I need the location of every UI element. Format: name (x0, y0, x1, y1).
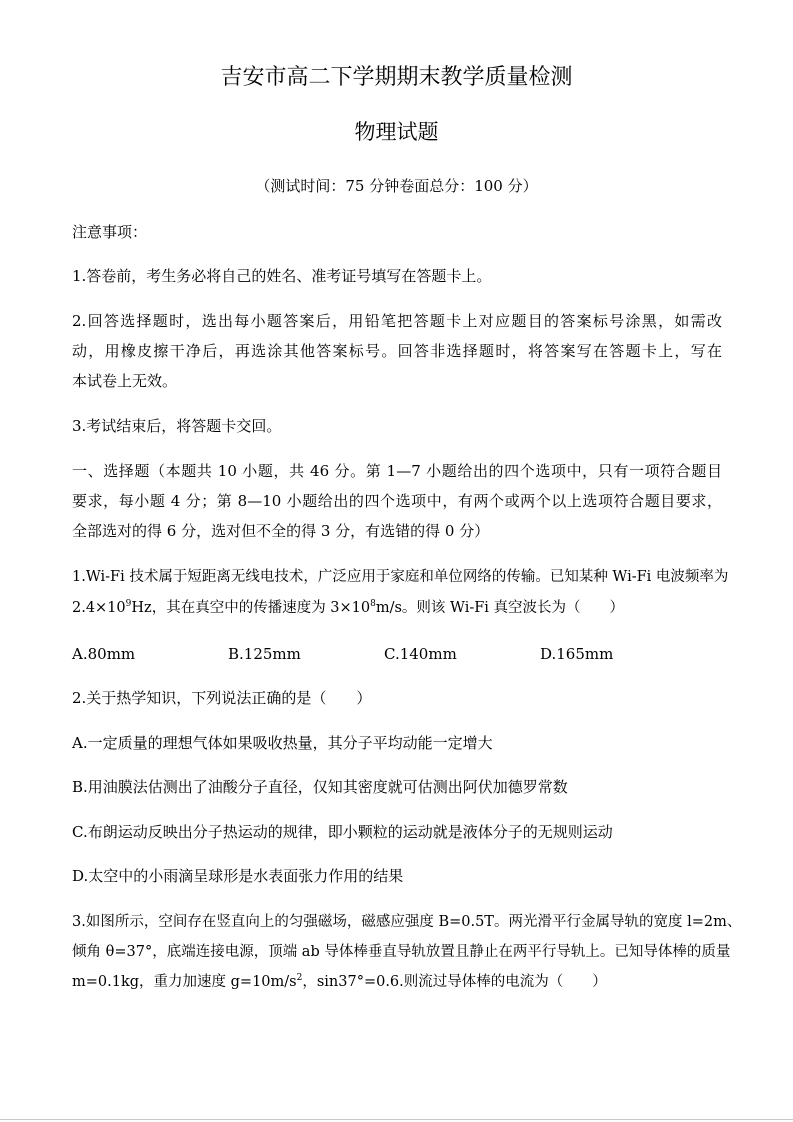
exam-info: （测试时间：75 分钟卷面总分：100 分） (255, 177, 538, 195)
section-1-line-1: 一、选择题（本题共 10 小题，共 46 分。第 1—7 小题给出的四个选项中，只有一项符合题目 (72, 462, 722, 480)
exam-title: 吉安市高二下学期期末教学质量检测 (220, 65, 573, 90)
notice-item-2-line-3: 本试卷上无效。 (72, 372, 178, 390)
q1-stem-line-2: $2.4\times 10^9Hz$，其在真空中的传播速度为 $3\times 10^8m/s$。则该 Wi-Fi 真空波长为（ ） (72, 599, 625, 616)
q3-stem-line-1: 3.如图所示，空间存在竖直向上的匀强磁场，磁感应强度 B=0.5T。两光滑平行金属导轨的宽度 l=2m、 (72, 914, 742, 930)
q2-option-b: B.用油膜法估测出了油酸分子直径，仅知其密度就可估测出阿伏加德罗常数 (72, 778, 568, 796)
q1-option-d: D.165mm (540, 645, 614, 663)
subject-title: 物理试题 (354, 120, 439, 144)
section-1-line-3: 全部选对的得 6 分，选对但不全的得 3 分，有选错的得 0 分） (72, 522, 490, 540)
q2-option-d: D.太空中的小雨滴呈球形是水表面张力作用的结果 (72, 867, 404, 885)
notice-item-1: 1.答卷前，考生务必将自己的姓名、准考证号填写在答题卡上。 (72, 267, 492, 285)
q3-stem-line-3: m=0.1kg，重力加速度 $g=10m/s^2$，sin37°=0.6.则流过导体棒的电流为（ ） (72, 973, 607, 990)
q1-option-b: B.125mm (228, 645, 301, 663)
notice-item-2-line-2: 动，用橡皮擦干净后，再选涂其他答案标号。回答非选择题时，将答案写在答题卡上，写在 (72, 342, 722, 360)
q2-option-c: C.布朗运动反映出分子热运动的规律，即小颗粒的运动就是液体分子的无规则运动 (72, 823, 613, 841)
section-1-line-2: 要求，每小题 4 分；第 8—10 小题给出的四个选项中，有两个或两个以上选项符合题目要求， (72, 492, 722, 510)
q3-stem-line-2: 倾角 θ=37°，底端连接电源，顶端 ab 导体棒垂直导轨放置且静止在两平行导轨上。已知导体棒的质量 (72, 944, 731, 960)
q2-option-a: A.一定质量的理想气体如果吸收热量，其分子平均动能一定增大 (72, 734, 493, 752)
page-bottom-rule (0, 1119, 793, 1120)
q2-stem: 2.关于热学知识，下列说法正确的是（ ） (72, 689, 372, 707)
q1-option-a: A.80mm (72, 645, 136, 663)
q1-stem-line-1: 1.Wi-Fi 技术属于短距离无线电技术，广泛应用于家庭和单位网络的传输。已知某种 Wi-Fi 电波频率为 (72, 569, 729, 585)
notice-item-2-line-1: 2.回答选择题时，选出每小题答案后，用铅笔把答题卡上对应题目的答案标号涂黑，如需改 (72, 312, 722, 330)
notice-heading: 注意事项： (72, 223, 148, 241)
notice-item-3: 3.考试结束后，将答题卡交回。 (72, 417, 282, 435)
q1-option-c: C.140mm (384, 645, 457, 663)
